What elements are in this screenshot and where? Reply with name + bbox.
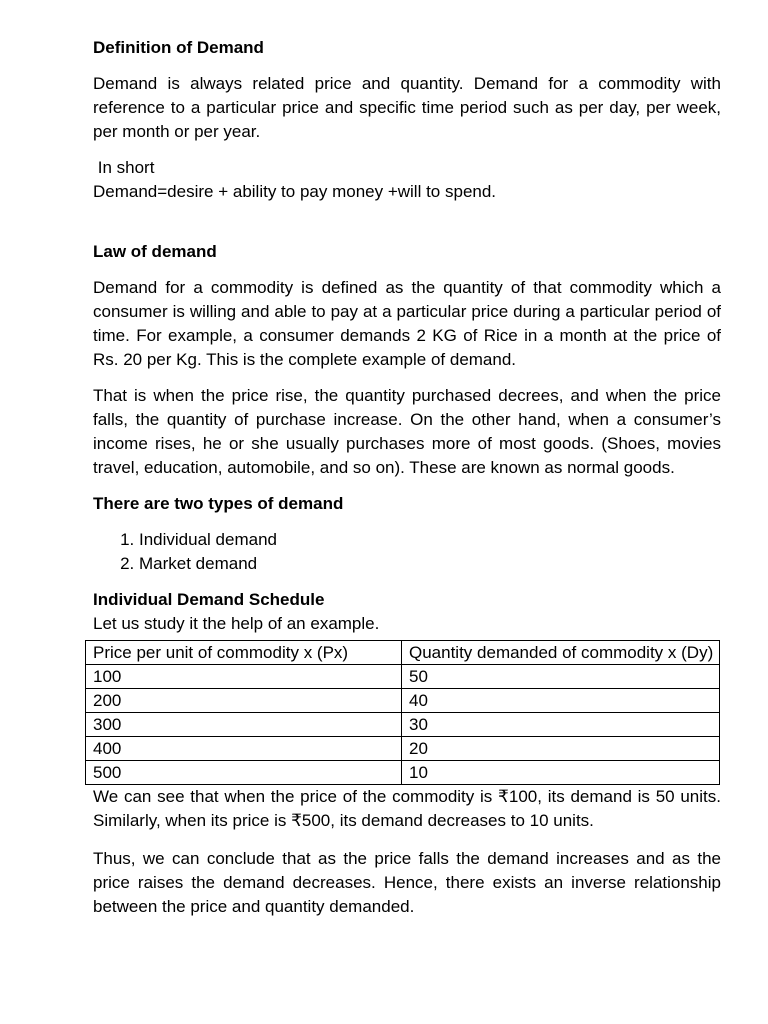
- table-cell-quantity: 50: [402, 665, 720, 689]
- table-row: [86, 713, 720, 737]
- law-paragraph-1: Demand for a commodity is defined as the quantity of that commodity which a consumer is willing and able to pay at a particular price during a particular period of time. For example, a consumer demands 2 KG of Rice in a month at the price of Rs. 20 per Kg. This is the complete example of demand.: [93, 278, 721, 369]
- demand-formula: Demand=desire + ability to pay money +will to spend.: [93, 182, 497, 201]
- table-header-row: [86, 641, 720, 665]
- list-item: 2. Market demand: [139, 552, 721, 576]
- demand-schedule-table: [85, 640, 720, 785]
- table-cell-price: 500: [86, 761, 402, 785]
- after-table-paragraph: We can see that when the price of the commodity is ₹100, its demand is 50 units. Similarly, when its price is ₹500, its demand decreases to 10 units.: [93, 787, 721, 830]
- table-cell-quantity: 30: [402, 713, 720, 737]
- table-cell-price: 200: [86, 689, 402, 713]
- definition-paragraph: Demand is always related price and quantity. Demand for a commodity with reference to a particular price and specific time period such as per day, per week, per month or per year.: [93, 74, 721, 141]
- types-heading: There are two types of demand: [93, 494, 344, 513]
- law-paragraph-2: That is when the price rise, the quantity purchased decrees, and when the price falls, the quantity of purchase increase. On the other hand, when a consumer’s income rises, he or she usually purchases more of most goods. (Shoes, movies travel, education, automobile, and so on). These are known as normal goods.: [93, 386, 721, 477]
- table-row: [86, 689, 720, 713]
- table-row: [86, 761, 720, 785]
- table-cell-quantity: 40: [402, 689, 720, 713]
- in-short-label: In short: [93, 158, 155, 177]
- demand-types-list: [93, 528, 721, 576]
- table-cell-quantity: 10: [402, 761, 720, 785]
- table-cell-quantity: 20: [402, 737, 720, 761]
- table-header-quantity: Quantity demanded of commodity x (Dy): [402, 641, 720, 665]
- table-row: [86, 737, 720, 761]
- list-item: 1. Individual demand: [139, 528, 721, 552]
- table-header-price: Price per unit of commodity x (Px): [86, 641, 402, 665]
- document-page: [93, 0, 721, 919]
- law-heading: Law of demand: [93, 242, 217, 261]
- table-row: [86, 665, 720, 689]
- definition-heading: Definition of Demand: [93, 38, 264, 57]
- table-cell-price: 100: [86, 665, 402, 689]
- table-cell-price: 300: [86, 713, 402, 737]
- conclusion-paragraph: Thus, we can conclude that as the price falls the demand increases and as the price raises the demand decreases. Hence, there exists an inverse relationship between the price and quantity demanded.: [93, 849, 721, 916]
- schedule-intro: Let us study it the help of an example.: [93, 614, 380, 633]
- table-cell-price: 400: [86, 737, 402, 761]
- schedule-heading: Individual Demand Schedule: [93, 590, 325, 609]
